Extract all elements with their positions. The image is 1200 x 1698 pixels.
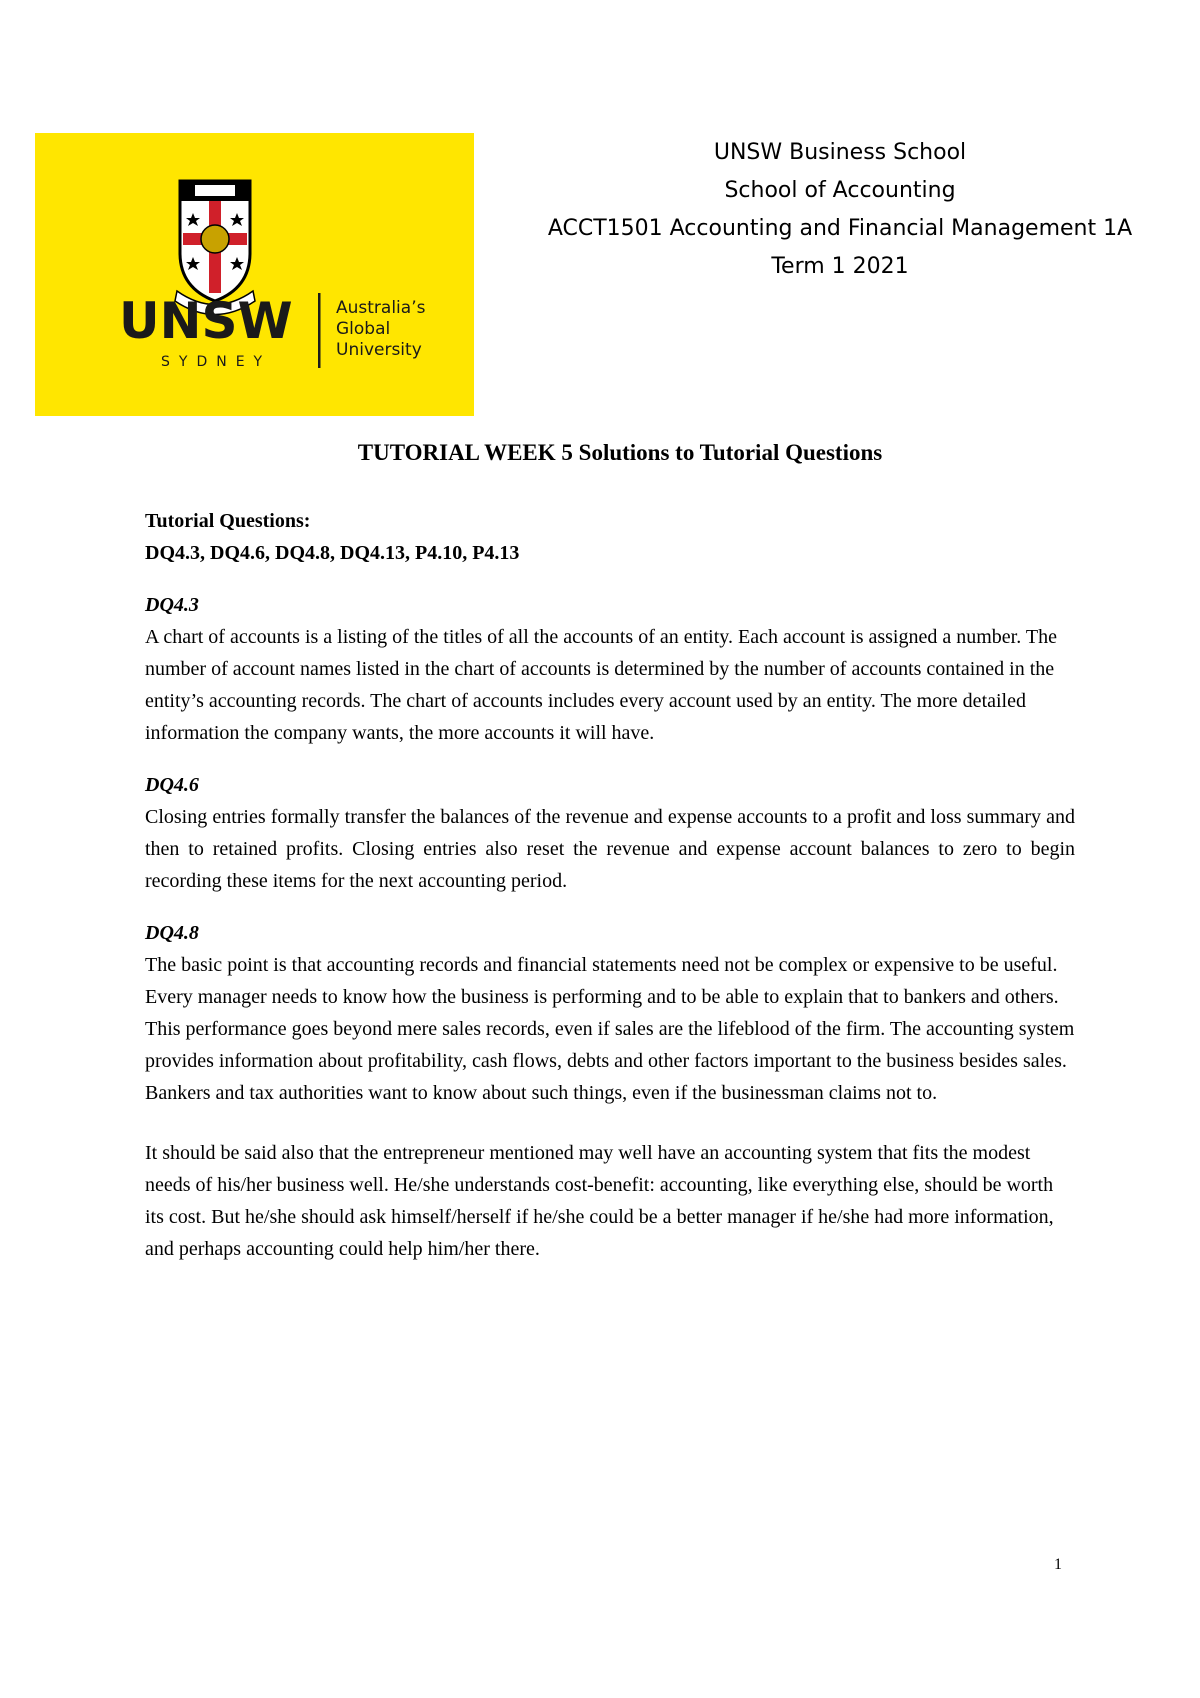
page-number: 1 xyxy=(1054,1556,1062,1573)
section-paragraph: The basic point is that accounting records and financial statements need not be complex or expensive to be useful. Every manager needs to know how the business is performing and to be able to explain that to bankers and others. This performance goes beyond mere sales records, even if sales are the lifeblood of the firm. The accounting system provides information about profitability, cash flows, debts and other factors important to the business besides sales. Bankers and tax authorities want to know about such things, even if the businessman claims not to. xyxy=(145,954,1075,1104)
header-line-term: Term 1 2021 xyxy=(771,254,909,279)
section-heading-dq4-8: DQ4.8 xyxy=(145,922,199,944)
header-line-department: School of Accounting xyxy=(724,178,956,203)
section-paragraph: A chart of accounts is a listing of the titles of all the accounts of an entity. Each account is assigned a number. The number of account names listed in the chart of accounts is determined by the number of accounts contained in the entity’s accounting records. The chart of accounts includes every account used by an entity. The more detailed information the company wants, the more accounts it will have. xyxy=(145,626,1057,744)
logo-wordmark: UNSW xyxy=(119,292,293,350)
logo-city: SYDNEY xyxy=(161,354,272,370)
page-title: TUTORIAL WEEK 5 Solutions to Tutorial Questions xyxy=(357,440,883,465)
unsw-logo xyxy=(35,133,474,416)
header-line-school: UNSW Business School xyxy=(713,140,967,165)
logo-tagline-2: Global xyxy=(336,319,391,339)
questions-list: DQ4.3, DQ4.6, DQ4.8, DQ4.13, P4.10, P4.13 xyxy=(145,542,520,564)
header-line-course: ACCT1501 Accounting and Financial Management 1A xyxy=(547,216,1133,241)
questions-label: Tutorial Questions: xyxy=(145,510,311,532)
course-header xyxy=(520,134,1160,286)
logo-tagline-1: Australia’s xyxy=(336,298,426,318)
document-body xyxy=(145,505,1075,1265)
unsw-crest-icon xyxy=(35,133,474,416)
section-paragraph: It should be said also that the entrepreneur mentioned may well have an accounting system that fits the modest needs of his/her business well. He/she understands cost-benefit: accounting, like everything else, should be worth its cost. But he/she should ask himself/herself if he/she could be a better manager if he/she had more information, and perhaps accounting could help him/her there. xyxy=(145,1142,1054,1260)
section-heading-dq4-3: DQ4.3 xyxy=(145,594,199,616)
logo-tagline-3: University xyxy=(336,340,422,360)
section-heading-dq4-6: DQ4.6 xyxy=(145,774,199,796)
section-paragraph: Closing entries formally transfer the balances of the revenue and expense accounts to a profit and loss summary and then to retained profits. Closing entries also reset the revenue and expense account balances to zero to begin recording these items for the next accounting period. xyxy=(145,806,1075,892)
